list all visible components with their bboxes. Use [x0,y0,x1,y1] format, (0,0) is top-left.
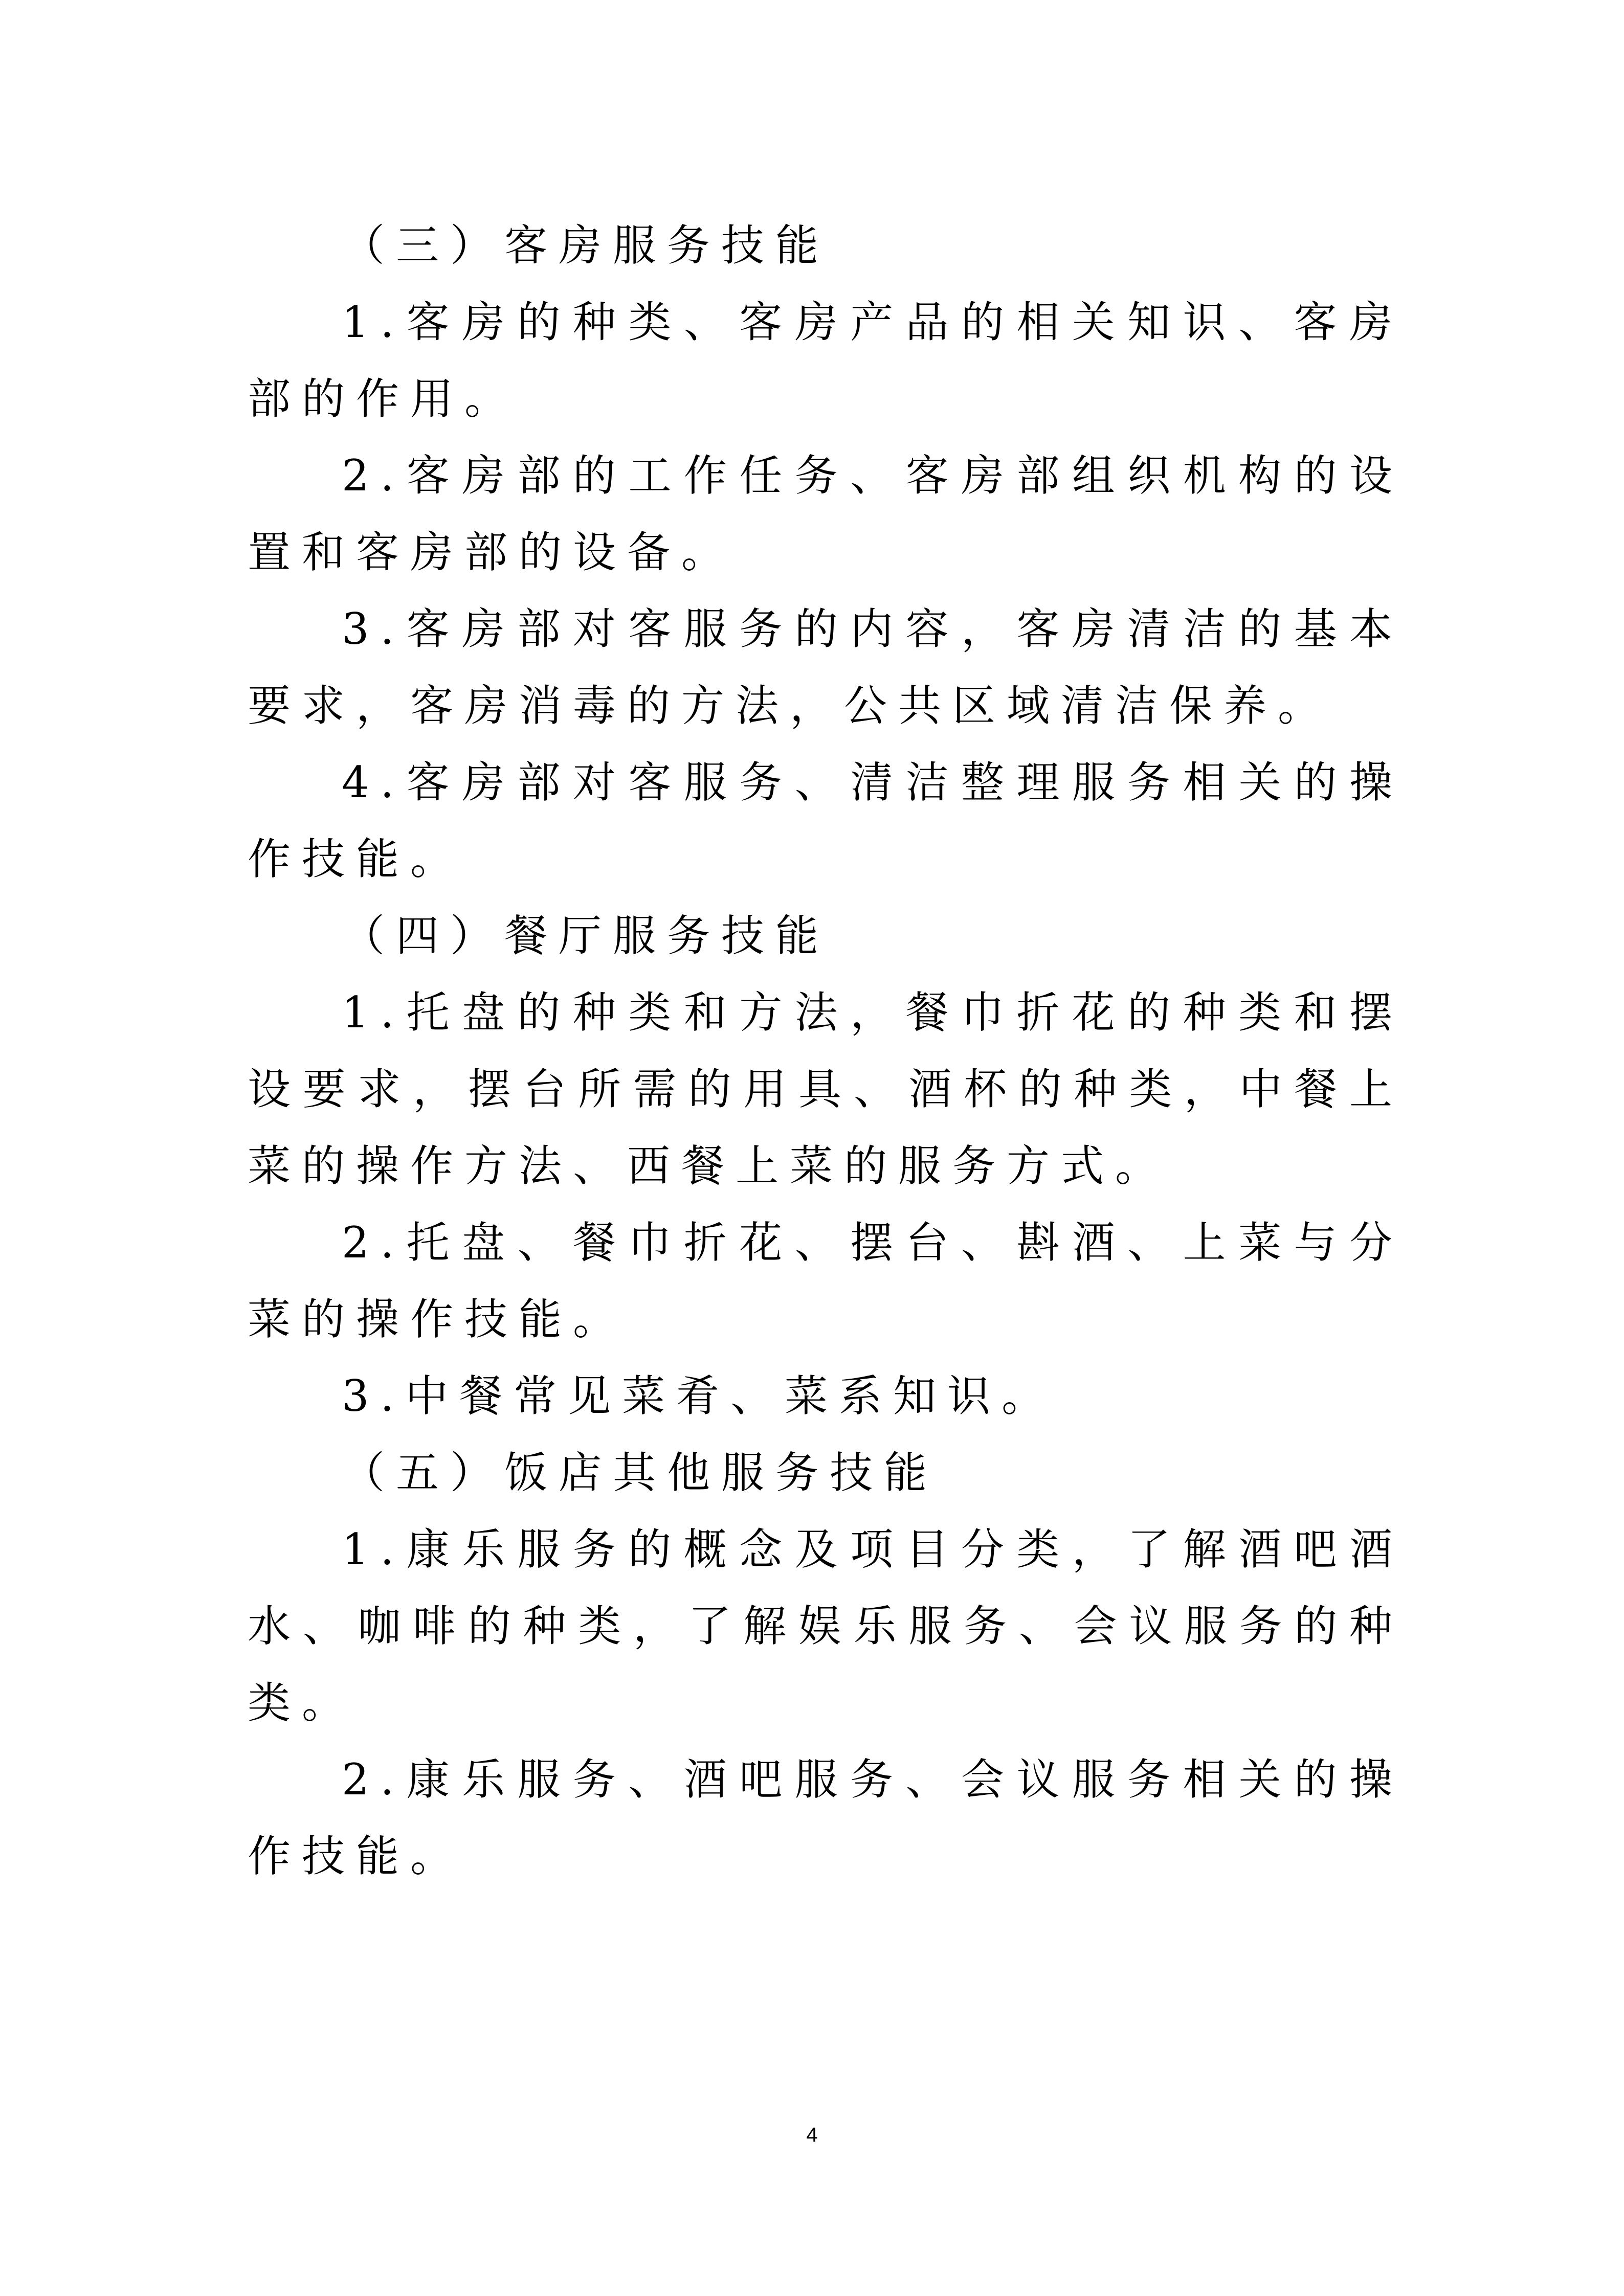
paragraph: 1.康乐服务的概念及项目分类，了解酒吧酒水、咖啡的种类，了解娱乐服务、会议服务的种类。 [248,1524,1404,1728]
paragraph: 2.客房部的工作任务、客房部组织机构的设置和客房部的设备。 [248,451,1404,577]
section-heading: （三）客房服务技能 [342,220,830,271]
paragraph: 3.中餐常见菜肴、菜系知识。 [342,1371,1056,1421]
paragraph: 1.托盘的种类和方法，餐巾折花的种类和摆设要求，摆台所需的用具、酒杯的种类，中餐上菜的操作方法、西餐上菜的服务方式。 [248,987,1404,1191]
body-text [248,207,1404,1895]
paragraph: 2.康乐服务、酒吧服务、会议服务相关的操作技能。 [248,1754,1404,1881]
page-number: 4 [806,2124,818,2146]
section-heading: （四）餐厅服务技能 [342,911,830,961]
section-heading: （五）饭店其他服务技能 [342,1448,939,1498]
paragraph: 4.客房部对客服务、清洁整理服务相关的操作技能。 [248,757,1404,884]
paragraph: 3.客房部对客服务的内容，客房清洁的基本要求，客房消毒的方法，公共区域清洁保养。 [248,604,1404,731]
paragraph: 2.托盘、餐巾折花、摆台、斟酒、上菜与分菜的操作技能。 [248,1218,1404,1344]
paragraph: 1.客房的种类、客房产品的相关知识、客房部的作用。 [248,297,1404,424]
